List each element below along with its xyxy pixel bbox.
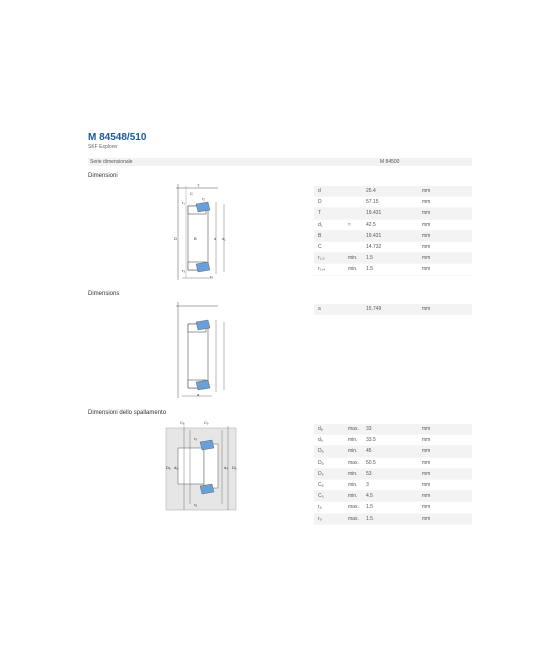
table-row [314, 186, 472, 197]
cell-q: min. [348, 437, 358, 444]
cell-unit: mm [422, 210, 431, 217]
label-rb: r₉ [194, 436, 197, 441]
dimensions-table [314, 186, 472, 276]
table-row [314, 491, 472, 502]
cell-val: 19.431 [366, 210, 382, 217]
series-label: Serie dimensionale [90, 159, 133, 165]
cell-val: 1.5 [366, 255, 373, 262]
cell-sym: D₉ [318, 470, 324, 477]
series-row [88, 158, 472, 166]
cell-q: min. [348, 470, 358, 477]
table-row [314, 458, 472, 469]
cell-val: 3 [366, 481, 369, 488]
cell-sym: d [318, 188, 321, 194]
label-a: a [197, 392, 200, 397]
label-B: B [194, 236, 197, 241]
cell-unit: mm [422, 493, 431, 500]
label-Ca: Cₐ [180, 420, 185, 425]
table-row [314, 435, 472, 446]
cell-unit: mm [422, 459, 431, 466]
cell-q: max. [348, 515, 359, 522]
cell-val: 33 [366, 426, 372, 432]
label-r4: r₄ [210, 274, 213, 279]
cell-sym: B [318, 232, 322, 239]
cell-q: max. [348, 459, 359, 466]
abutment-table [314, 424, 472, 525]
cell-sym: r₁,₂ [318, 255, 325, 262]
cell-unit: mm [422, 188, 431, 194]
table-row [314, 208, 472, 219]
cell-sym: r₃,₄ [318, 266, 326, 273]
cell-sym: dₐ [318, 426, 323, 432]
cell-val: 53 [366, 470, 372, 477]
table-row [314, 264, 472, 275]
cell-sym: T [318, 210, 322, 217]
cell-val: 45 [366, 448, 372, 455]
product-title: M 84548/510 [88, 132, 147, 143]
cell-unit: mm [422, 437, 431, 444]
cell-val: 19.431 [366, 232, 382, 239]
series-value: M 84500 [380, 159, 400, 165]
section-title-dimensions-2: Dimensions [88, 291, 120, 297]
table-row [314, 253, 472, 264]
cell-sym: C [318, 243, 322, 250]
cell-val: 15.749 [366, 306, 382, 312]
label-T: T [197, 183, 200, 188]
cell-q: max. [348, 504, 359, 511]
cell-sym: d₉ [318, 437, 323, 444]
cell-unit: mm [422, 426, 431, 432]
cell-q: min. [348, 481, 358, 488]
cell-unit: mm [422, 504, 431, 511]
label-r1: r₁ [182, 200, 185, 205]
bearing-drawing-a [172, 300, 232, 400]
table-row [314, 502, 472, 513]
label-r3: r₃ [182, 268, 185, 273]
cell-unit: mm [422, 255, 431, 262]
cell-val: 1.5 [366, 266, 373, 273]
label-d1: d₁ [222, 236, 226, 241]
cell-unit: mm [422, 448, 431, 455]
cell-val: 50.5 [366, 459, 376, 466]
cell-unit: mm [422, 221, 431, 228]
table-row [314, 242, 472, 253]
cell-val: 57.15 [366, 199, 379, 206]
cell-sym: C₉ [318, 493, 324, 500]
cell-sym: Dₐ [318, 448, 324, 455]
cell-unit: mm [422, 243, 431, 250]
label-C: C [190, 191, 193, 196]
label-Cb: C₉ [204, 420, 209, 425]
dimensions-a-table [314, 304, 472, 315]
table-row [314, 480, 472, 491]
label-r2: r₂ [202, 196, 205, 201]
section-title-abutment: Dimensioni dello spallamento [88, 410, 167, 416]
cell-unit: mm [422, 266, 431, 273]
label-db: d₉ [224, 465, 228, 470]
cell-unit: mm [422, 470, 431, 477]
cell-val: 25.4 [366, 188, 376, 194]
cell-q: min. [348, 448, 358, 455]
cell-q: min. [348, 266, 358, 273]
label-Db: D₉ [232, 465, 237, 470]
cell-unit: mm [422, 199, 431, 206]
cell-unit: mm [422, 232, 431, 239]
section-title-dimensions: Dimensioni [88, 173, 118, 179]
label-D: D [174, 236, 177, 241]
table-row [314, 446, 472, 457]
cell-q: min. [348, 493, 358, 500]
label-Da: Dₐ [166, 465, 171, 470]
product-subtitle: SKF Explorer [88, 144, 118, 150]
table-row [314, 231, 472, 242]
label-da: dₐ [174, 465, 178, 470]
cell-sym: d₁ [318, 221, 323, 228]
cell-val: 14.732 [366, 243, 382, 250]
table-row [314, 220, 472, 231]
label-ra: rₐ [194, 502, 197, 507]
cell-sym: rₐ [318, 504, 322, 511]
table-row [314, 424, 472, 435]
table-row [314, 469, 472, 480]
cell-sym: r₉ [318, 515, 322, 522]
cell-unit: mm [422, 515, 431, 522]
cell-sym: Dₐ [318, 459, 324, 466]
cell-val: 33.5 [366, 437, 376, 444]
cell-q: min. [348, 255, 358, 262]
table-row [314, 304, 472, 315]
cell-val: 4.5 [366, 493, 373, 500]
label-d: d [214, 236, 217, 241]
cell-sym: Cₐ [318, 481, 324, 488]
abutment-drawing [164, 420, 244, 514]
cell-val: 42.5 [366, 221, 376, 228]
cell-unit: mm [422, 306, 431, 312]
table-row [314, 197, 472, 208]
cell-val: 1.5 [366, 504, 373, 511]
bearing-drawing-dimensions [172, 182, 232, 282]
cell-sym: D [318, 199, 322, 206]
cell-unit: mm [422, 481, 431, 488]
cell-q: ≈ [348, 221, 351, 228]
cell-sym: a [318, 306, 321, 312]
cell-val: 1.5 [366, 515, 373, 522]
table-row [314, 514, 472, 525]
cell-q: max. [348, 426, 359, 432]
